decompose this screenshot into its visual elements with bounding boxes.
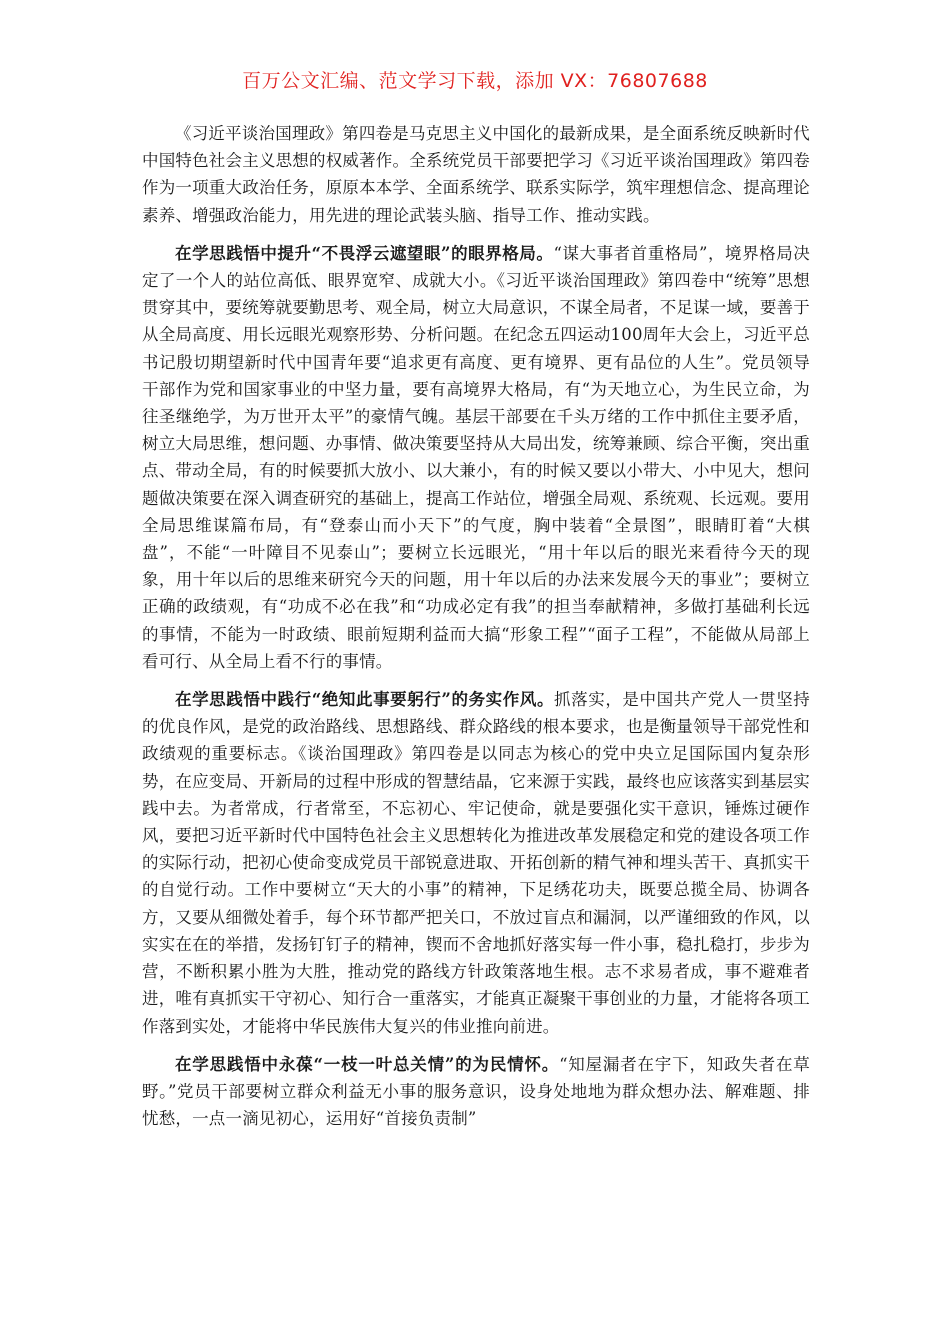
paragraph-text: “知屋漏者在宇下，知政失者在草野。”党员干部要树立群众利益无小事的服务意识，设身处地地为群众想办法、解难题、排忧愁，一点一滴见初心，运用好“首接负责制” — [142, 1054, 810, 1129]
paragraph-people — [142, 1051, 810, 1133]
paragraph-lead: 在学思践悟中永葆“一枝一叶总关情”的为民情怀。 — [175, 1054, 560, 1074]
page-header-banner: 百万公文汇编、范文学习下载，添加 VX：76807688 — [242, 70, 708, 92]
paragraph-intro — [142, 120, 810, 229]
article-body — [142, 120, 810, 1143]
paragraph-lead: 在学思践悟中践行“绝知此事要躬行”的务实作风。 — [175, 690, 555, 710]
paragraph-practice — [142, 686, 810, 1040]
paragraph-lead: 在学思践悟中提升“不畏浮云遮望眼”的眼界格局。 — [175, 243, 554, 263]
paragraph-text: 抓落实，是中国共产党人一贯坚持的优良作风，是党的政治路线、思想路线、群众路线的根本要求，也是衡量领导干部党性和政绩观的重要标志。《谈治国理政》第四卷是以同志为核心的党中央立足国际国内复杂形势，在应变局、开新局的过程中形成的智慧结晶，它来源于实践，最终也应该落实到基层实践中去。为者常成，行者常至，不忘初心、牢记使命，就是要强化实干意识，锤炼过硬作风，要把习近平新时代中国特色社会主义思想转化为推进改革发展稳定和党的建设各项工作的实际行动，把初心使命变成党员干部锐意进取、开拓创新的精气神和埋头苦干、真抓实干的自觉行动。工作中要树立“天大的小事”的精神，下足绣花功夫，既要总揽全局、协调各方，又要从细微处着手，每个环节都严把关口，不放过盲点和漏洞，以严谨细致的作风，以实实在在的举措，发扬钉钉子的精神，锲而不舍地抓好落实每一件小事，稳扎稳打，步步为营，不断积累小胜为大胜，推动党的路线方针政策落地生根。志不求易者成，事不避难者进，唯有真抓实干守初心、知行合一重落实，才能真正凝聚干事创业的力量，才能将各项工作落到实处，才能将中华民族伟大复兴的伟业推向前进。 — [142, 690, 810, 1036]
paragraph-text: 《习近平谈治国理政》第四卷是马克思主义中国化的最新成果，是全面系统反映新时代中国特色社会主义思想的权威著作。全系统党员干部要把学习《习近平谈治国理政》第四卷作为一项重大政治任务，原原本本学、全面系统学、联系实际学，筑牢理想信念、提高理论素养、增强政治能力，用先进的理论武装头脑、指导工作、推动实践。 — [142, 124, 810, 225]
paragraph-text: “谋大事者首重格局”，境界格局决定了一个人的站位高低、眼界宽窄、成就大小。《习近平谈治国理政》第四卷中“统筹”思想贯穿其中，要统筹就要勤思考、观全局，树立大局意识，不谋全局者，不足谋一域，要善于从全局高度、用长远眼光观察形势、分析问题。在纪念五四运动100周年大会上，习近平总书记殷切期望新时代中国青年要“追求更有高度、更有境界、更有品位的人生”。党员领导干部作为党和国家事业的中坚力量，要有高境界大格局，有“为天地立心，为生民立命，为往圣继绝学，为万世开太平”的豪情气魄。基层干部要在千头万绪的工作中抓住主要矛盾，树立大局思维，想问题、办事情、做决策要坚持从大局出发，统筹兼顾、综合平衡，突出重点、带动全局，有的时候要抓大放小、以大兼小，有的时候又要以小带大、小中见大，想问题做决策要在深入调查研究的基础上，提高工作站位，增强全局观、系统观、长远观。要用全局思维谋篇布局，有“登泰山而小天下”的气度，胸中装着“全景图”，眼睛盯着“大棋盘”，不能“一叶障目不见泰山”；要树立长远眼光，“用十年以后的眼光来看待今天的现象，用十年以后的思维来研究今天的问题，用十年以后的办法来发展今天的事业”；要树立正确的政绩观，有“功成不必在我”和“功成必定有我”的担当奉献精神，多做打基础利长远的事情，不能为一时政绩、眼前短期利益而大搞“形象工程”“面子工程”，不能做从局部上看可行、从全局上看不行的事情。 — [142, 243, 810, 671]
paragraph-vision — [142, 240, 810, 675]
